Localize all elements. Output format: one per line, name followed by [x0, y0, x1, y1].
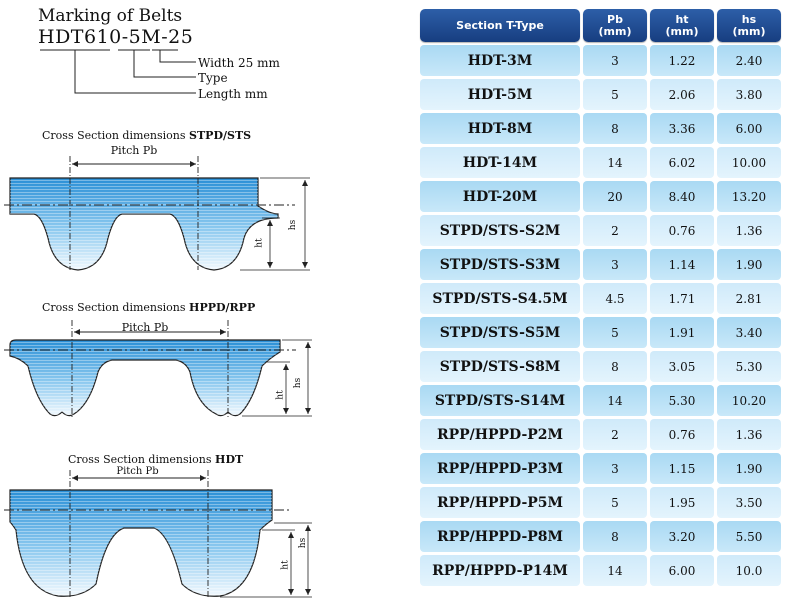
section-hppd-title: [42, 301, 255, 314]
section-stpd-title: [42, 129, 251, 142]
length-label: Length mm: [198, 87, 268, 101]
row-ht-value: 6.02: [650, 147, 714, 178]
table-header: [420, 9, 782, 42]
table-row: [420, 283, 782, 314]
section-title-name: STPD/STS: [189, 129, 252, 142]
row-pb-value: 14: [583, 385, 647, 416]
section-hppd-diagram: [4, 320, 312, 418]
row-section-name: HDT-3M: [420, 45, 580, 76]
row-section-name: RPP/HPPD-P5M: [420, 487, 580, 518]
width-label: Width 25 mm: [198, 56, 280, 70]
row-pb-value: 4.5: [583, 283, 647, 314]
row-ht-value: 0.76: [650, 419, 714, 450]
row-section-name: STPD/STS-S5M: [420, 317, 580, 348]
row-hs-value: 5.30: [717, 351, 781, 382]
row-section-name: RPP/HPPD-P3M: [420, 453, 580, 484]
header-hs-unit: (mm): [732, 24, 766, 38]
row-hs-value: 6.00: [717, 113, 781, 144]
table-row: [420, 215, 782, 246]
ht-label: ht: [280, 560, 291, 570]
row-hs-value: 3.40: [717, 317, 781, 348]
row-hs-value: 1.90: [717, 249, 781, 280]
row-pb-value: 14: [583, 555, 647, 586]
row-hs-value: 10.0: [717, 555, 781, 586]
table-row: [420, 487, 782, 518]
row-pb-value: 5: [583, 79, 647, 110]
row-pb-value: 8: [583, 521, 647, 552]
type-label: Type: [198, 71, 228, 85]
row-hs-value: 2.81: [717, 283, 781, 314]
row-ht-value: 6.00: [650, 555, 714, 586]
row-hs-value: 10.20: [717, 385, 781, 416]
section-title-prefix: Cross Section dimensions: [68, 453, 212, 466]
header-pb-label: Pb: [607, 12, 623, 26]
row-section-name: STPD/STS-S3M: [420, 249, 580, 280]
table-row: [420, 317, 782, 348]
row-pb-value: 3: [583, 453, 647, 484]
row-hs-value: 1.36: [717, 419, 781, 450]
row-section-name: HDT-14M: [420, 147, 580, 178]
ht-label: ht: [275, 390, 286, 400]
row-section-name: STPD/STS-S14M: [420, 385, 580, 416]
table-row: [420, 113, 782, 144]
row-ht-value: 8.40: [650, 181, 714, 212]
table-body: [420, 45, 782, 586]
row-ht-value: 3.36: [650, 113, 714, 144]
table-row: [420, 385, 782, 416]
table-row: [420, 249, 782, 280]
row-ht-value: 1.91: [650, 317, 714, 348]
header-ht-unit: (mm): [665, 24, 699, 38]
row-hs-value: 5.50: [717, 521, 781, 552]
header-pb-unit: (mm): [598, 24, 632, 38]
table-row: [420, 147, 782, 178]
row-hs-value: 2.40: [717, 45, 781, 76]
row-ht-value: 1.15: [650, 453, 714, 484]
row-pb-value: 3: [583, 249, 647, 280]
row-ht-value: 5.30: [650, 385, 714, 416]
marking-title: Marking of Belts: [38, 6, 183, 26]
row-section-name: HDT-8M: [420, 113, 580, 144]
section-title-prefix: Cross Section dimensions: [42, 129, 186, 142]
row-ht-value: 1.14: [650, 249, 714, 280]
table-row: [420, 45, 782, 76]
section-title-name: HPPD/RPP: [189, 301, 256, 314]
pitch-label: Pitch Pb: [110, 144, 158, 157]
row-pb-value: 5: [583, 487, 647, 518]
marking-code: HDT610-5M-25: [38, 26, 194, 48]
row-hs-value: 10.00: [717, 147, 781, 178]
table-row: [420, 181, 782, 212]
section-hdt-diagram: [4, 470, 312, 598]
row-pb-value: 20: [583, 181, 647, 212]
dimensions-table: [420, 9, 782, 589]
row-ht-value: 2.06: [650, 79, 714, 110]
row-section-name: STPD/STS-S2M: [420, 215, 580, 246]
hs-label: hs: [298, 537, 309, 549]
row-section-name: STPD/STS-S8M: [420, 351, 580, 382]
table-row: [420, 79, 782, 110]
header-section: Section T-Type: [420, 9, 580, 42]
row-section-name: RPP/HPPD-P2M: [420, 419, 580, 450]
ht-label: ht: [254, 238, 265, 248]
row-section-name: HDT-20M: [420, 181, 580, 212]
row-pb-value: 3: [583, 45, 647, 76]
table-row: [420, 453, 782, 484]
section-stpd-diagram: [4, 156, 310, 270]
row-hs-value: 3.50: [717, 487, 781, 518]
row-ht-value: 3.05: [650, 351, 714, 382]
header-hs-label: hs: [741, 12, 757, 26]
row-section-name: RPP/HPPD-P14M: [420, 555, 580, 586]
section-title-prefix: Cross Section dimensions: [42, 301, 186, 314]
table-row: [420, 555, 782, 586]
hs-label: hs: [293, 377, 304, 389]
section-title-name: HDT: [215, 453, 244, 466]
row-ht-value: 1.95: [650, 487, 714, 518]
row-hs-value: 1.90: [717, 453, 781, 484]
row-pb-value: 8: [583, 351, 647, 382]
section-hdt-title: [68, 453, 243, 466]
row-hs-value: 13.20: [717, 181, 781, 212]
row-section-name: STPD/STS-S4.5M: [420, 283, 580, 314]
table-row: [420, 351, 782, 382]
header-ht: [650, 9, 714, 42]
row-hs-value: 3.80: [717, 79, 781, 110]
row-section-name: HDT-5M: [420, 79, 580, 110]
header-pb: [583, 9, 647, 42]
row-hs-value: 1.36: [717, 215, 781, 246]
pitch-label: Pitch Pb: [121, 321, 169, 334]
table-row: [420, 521, 782, 552]
row-pb-value: 14: [583, 147, 647, 178]
row-section-name: RPP/HPPD-P8M: [420, 521, 580, 552]
row-ht-value: 1.71: [650, 283, 714, 314]
row-pb-value: 5: [583, 317, 647, 348]
row-ht-value: 1.22: [650, 45, 714, 76]
row-pb-value: 8: [583, 113, 647, 144]
table-row: [420, 419, 782, 450]
header-hs: [717, 9, 781, 42]
hs-label: hs: [288, 219, 299, 231]
marking-leaders: [40, 50, 196, 93]
row-ht-value: 0.76: [650, 215, 714, 246]
row-pb-value: 2: [583, 419, 647, 450]
row-pb-value: 2: [583, 215, 647, 246]
header-ht-label: ht: [675, 12, 689, 26]
row-ht-value: 3.20: [650, 521, 714, 552]
pitch-label: Pitch Pb: [116, 466, 159, 477]
